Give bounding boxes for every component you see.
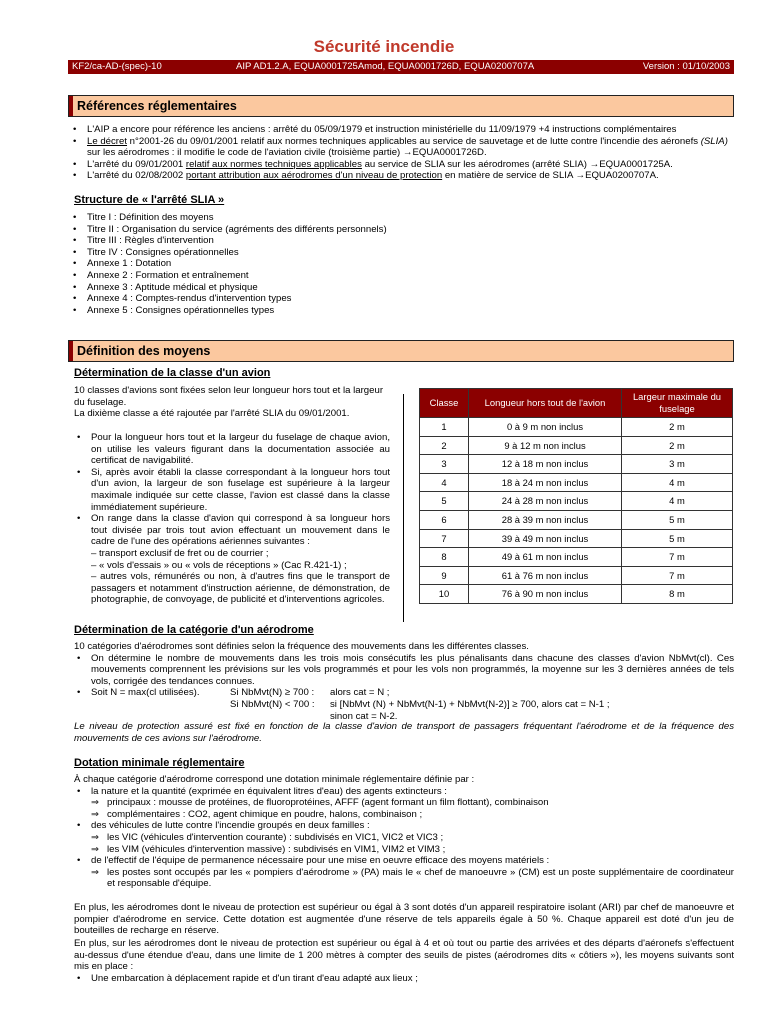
- ari-paragraph: En plus, les aérodromes dont le niveau de protection est supérieur ou égal à 3 sont dotés d'un appareil respiratoire isolant (ARI) par chef de manoeuvre et pompier d'aérodrome en service. Cette dotation est augmentée d'une réserve de tels appareils égale à 50 %. Chaque appareil est doté d'un jeu de bouteilles de recharge en réserve.: [74, 902, 734, 937]
- cell: 49 à 61 m non inclus: [469, 548, 622, 567]
- sub-item: ⇒ complémentaires : CO2, agent chimique en poudre, halons, combinaison ;: [74, 809, 734, 821]
- list-item: • Si, après avoir établi la classe correspondant à la longueur hors tout d'un avion, la largeur de son fuselage est supérieure à la largeur maximale indiquée sur cette classe, l'avion est classé dans la classe immédiatement supérieure.: [74, 467, 390, 513]
- cell: 3 m: [622, 455, 733, 474]
- list-item: • Titre I : Définition des moyens: [70, 212, 734, 224]
- header-bar: [68, 60, 734, 74]
- structure-list: [70, 212, 734, 316]
- cell: 0 à 9 m non inclus: [469, 418, 622, 437]
- page-title: Sécurité incendie: [313, 37, 455, 56]
- col-longueur: Longueur hors tout de l'avion: [469, 389, 622, 418]
- table-row: [420, 436, 733, 455]
- cell: 9: [420, 566, 469, 585]
- list-item: • Annexe 5 : Consignes opérationnelles types: [70, 305, 734, 317]
- list-item: • On range dans la classe d'avion qui correspond à sa longueur hors tout divisée par trois tout avion effectuant un mouvement dans le cadre de l'une des opérations aériennes suivantes :: [74, 513, 390, 548]
- categorie-heading: Détermination de la catégorie d'un aérodrome: [74, 624, 314, 636]
- cell: 5 m: [622, 529, 733, 548]
- dotation-intro: À chaque catégorie d'aérodrome correspond une dotation minimale réglementaire définie par :: [74, 774, 475, 785]
- arrete-2001-subject: relatif aux normes techniques applicables: [185, 158, 362, 170]
- cell: 76 à 90 m non inclus: [469, 585, 622, 604]
- col-largeur: Largeur maximale du fuselage: [622, 389, 733, 418]
- doc-reference: KF2/ca-AD-(spec)-10: [72, 61, 162, 72]
- cell: 12 à 18 m non inclus: [469, 455, 622, 474]
- cell: 7 m: [622, 566, 733, 585]
- classe-intro-2: La dixième classe a été rajoutée par l'arrêté SLIA du 09/01/2001.: [74, 408, 350, 420]
- cell: 7: [420, 529, 469, 548]
- list-item: • Annexe 4 : Comptes-rendus d'intervention types: [70, 293, 734, 305]
- cell: 1: [420, 418, 469, 437]
- aip-references: AIP AD1.2.A, EQUA0001725Amod, EQUA0001726D, EQUA0200707A: [236, 61, 535, 72]
- cell: 39 à 49 m non inclus: [469, 529, 622, 548]
- list-item: • Pour la longueur hors tout et la largeur du fuselage de chaque avion, on utilise les valeurs figurant dans la documentation associée au certificat de navigabilité.: [74, 432, 390, 467]
- list-item: • On détermine le nombre de mouvements dans les trois mois consécutifs les plus pénalisants dans chacune des classes d'avion NbMvt(cl). Ces mouvements comprennent les prévisions sur les vols programmés et pour les vols non programmés, la moyenne sur les 3 dernières années de tels vols, corrigée des tendances connues.: [74, 653, 734, 688]
- cat-cond-lt: Si NbMvt(N) < 700 :: [230, 698, 315, 710]
- list-item: [70, 136, 734, 159]
- decree-link: Le décret: [87, 135, 128, 147]
- column-divider: [403, 394, 404, 622]
- classe-table: [419, 388, 733, 604]
- classe-bullets: [74, 432, 390, 606]
- section-title: Définition des moyens: [77, 344, 211, 358]
- section-stripe: [69, 96, 73, 116]
- list-item: [74, 687, 734, 721]
- cell: 4: [420, 473, 469, 492]
- list-item: • Annexe 1 : Dotation: [70, 258, 734, 270]
- op-item: – autres vols, rémunérés ou non, à d'autres fins que le transport de passagers et notamment d'instruction aérienne, de démonstration, de photographie, de convoyage, de publicité et d'interventions agricoles.: [91, 571, 390, 606]
- section-references-header: [68, 95, 734, 117]
- cell: 6: [420, 510, 469, 529]
- sub-item: ⇒ les VIC (véhicules d'intervention courante) : subdivisés en VIC1, VIC2 et VIC3 ;: [74, 832, 734, 844]
- slia-abbr: (SLIA): [700, 135, 728, 147]
- table-row: [420, 455, 733, 474]
- cotiers-list: [74, 973, 734, 985]
- section-title: Références réglementaires: [77, 99, 237, 113]
- cotiers-paragraph: En plus, sur les aérodromes dont le niveau de protection est supérieur ou égal à 4 et où tout ou partie des arrivées et des départs d'aéronefs s'effectuent au-dessus d'une étendue d'eau, dans une limite de 1 200 mètres à compter des seuils de pistes (aérodromes dits « côtiers »), les moyens suivants sont mis en place :: [74, 938, 734, 973]
- cat-result-ge: alors cat = N ;: [330, 687, 390, 699]
- arrete-2001-text: au service de SLIA sur les aérodromes (arrêté SLIA) →EQUA0001725A.: [361, 158, 673, 170]
- categorie-note: Le niveau de protection assuré est fixé en fonction de la classe d'avion de transport de passagers fréquentant l'aérodrome et de la fréquence des mouvements de ces avions sur l'aérodrome.: [74, 721, 734, 744]
- list-item: • Titre III : Règles d'intervention: [70, 235, 734, 247]
- classe-ops: [74, 548, 390, 606]
- references-list: [70, 124, 734, 182]
- cell: 28 à 39 m non inclus: [469, 510, 622, 529]
- arrete-2001-date: L'arrêté du 09/01/2001: [87, 158, 186, 170]
- dotation-heading: Dotation minimale réglementaire: [74, 757, 245, 769]
- list-item: • Annexe 2 : Formation et entraînement: [70, 270, 734, 282]
- section-stripe: [69, 341, 73, 361]
- categorie-intro: 10 catégories d'aérodromes sont définies selon la fréquence des mouvements dans les différentes classes.: [74, 641, 529, 652]
- cell: 3: [420, 455, 469, 474]
- table-row: [420, 418, 733, 437]
- cell: 2: [420, 436, 469, 455]
- classe-heading: Détermination de la classe d'un avion: [74, 367, 271, 379]
- list-item: [70, 159, 734, 171]
- table-row: [420, 473, 733, 492]
- list-item: • Annexe 3 : Aptitude médical et physique: [70, 282, 734, 294]
- table-row: [420, 548, 733, 567]
- cell: 10: [420, 585, 469, 604]
- sub-item: ⇒ les postes sont occupés par les « pompiers d'aérodrome » (PA) mais le « chef de manoeuvre » (CM) est un poste supplémentaire de coordinateur et responsable d'équipe.: [74, 867, 734, 890]
- decree-text-end: sur les aérodromes : il modifie le code de l'aviation civile (troisième partie) →EQUA0001726D.: [87, 147, 487, 159]
- cell: 18 à 24 m non inclus: [469, 473, 622, 492]
- cell: 2 m: [622, 418, 733, 437]
- list-item: • la nature et la quantité (exprimée en équivalent litres d'eau) des agents extincteurs :: [74, 786, 734, 798]
- list-item: • Titre IV : Consignes opérationnelles: [70, 247, 734, 259]
- cell: 9 à 12 m non inclus: [469, 436, 622, 455]
- cat-result-else: sinon cat = N-2.: [330, 710, 398, 722]
- list-item: • de l'effectif de l'équipe de permanence nécessaire pour une mise en oeuvre efficace des moyens matériels :: [74, 855, 734, 867]
- cat-cond-ge: Si NbMvt(N) ≥ 700 :: [230, 687, 315, 699]
- cell: 61 à 76 m non inclus: [469, 566, 622, 585]
- cat-n-def: • Soit N = max(cl utilisées).: [91, 687, 200, 699]
- table-row: [420, 529, 733, 548]
- sub-item: ⇒ les VIM (véhicules d'intervention massive) : subdivisés en VIM1, VIM2 et VIM3 ;: [74, 844, 734, 856]
- cell: 2 m: [622, 436, 733, 455]
- table-header-row: [420, 389, 733, 418]
- list-item: • L'AIP a encore pour référence les anciens : arrêté du 05/09/1979 et instruction ministérielle du 11/09/1979 +4 instructions complémentaires: [70, 124, 734, 136]
- categorie-block: [74, 641, 734, 745]
- cell: 7 m: [622, 548, 733, 567]
- classe-intro: [74, 385, 390, 420]
- section-moyens-header: [68, 340, 734, 362]
- cell: 4 m: [622, 492, 733, 511]
- list-item: • Une embarcation à déplacement rapide et d'un tirant d'eau adapté aux lieux ;: [74, 973, 734, 985]
- list-item: • Titre II : Organisation du service (agréments des différents personnels): [70, 224, 734, 236]
- op-item: – transport exclusif de fret ou de courrier ;: [91, 547, 269, 559]
- col-classe: Classe: [420, 389, 469, 418]
- structure-heading: Structure de « l'arrêté SLIA »: [74, 194, 225, 206]
- sub-item: ⇒ principaux : mousse de protéines, de fluoroprotéines, AFFF (agent formant un film flottant), combinaison: [74, 797, 734, 809]
- cell: 8 m: [622, 585, 733, 604]
- decree-text: n°2001-26 du 09/01/2001 relatif aux normes techniques applicables au service de sauvetage et de lutte contre l'incendie des aéronefs: [127, 135, 701, 147]
- arrete-2002-text: en matière de service de SLIA →EQUA0200707A.: [442, 170, 659, 182]
- cell: 8: [420, 548, 469, 567]
- arrete-2002-date: L'arrêté du 02/08/2002: [87, 170, 186, 182]
- list-item: [70, 170, 734, 182]
- table-row: [420, 566, 733, 585]
- table-row: [420, 510, 733, 529]
- cell: 4 m: [622, 473, 733, 492]
- doc-version: Version : 01/10/2003: [642, 61, 730, 72]
- cell: 24 à 28 m non inclus: [469, 492, 622, 511]
- list-item: • des véhicules de lutte contre l'incendie groupés en deux familles :: [74, 820, 734, 832]
- op-item: – « vols d'essais » ou « vols de réceptions » (Cac R.421-1) ;: [91, 559, 347, 571]
- dotation-block: [74, 774, 734, 890]
- cell: 5 m: [622, 510, 733, 529]
- arrete-2002-subject: portant attribution aux aérodromes d'un niveau de protection: [185, 170, 443, 182]
- classe-intro-1: 10 classes d'avions sont fixées selon leur longueur hors tout et la largeur du fuselage.: [74, 385, 384, 408]
- table-row: [420, 492, 733, 511]
- cat-result-lt: si [NbMvt (N) + NbMvt(N-1) + NbMvt(N-2)] ≥ 700, alors cat = N-1 ;: [330, 698, 610, 710]
- table-row: [420, 585, 733, 604]
- cell: 5: [420, 492, 469, 511]
